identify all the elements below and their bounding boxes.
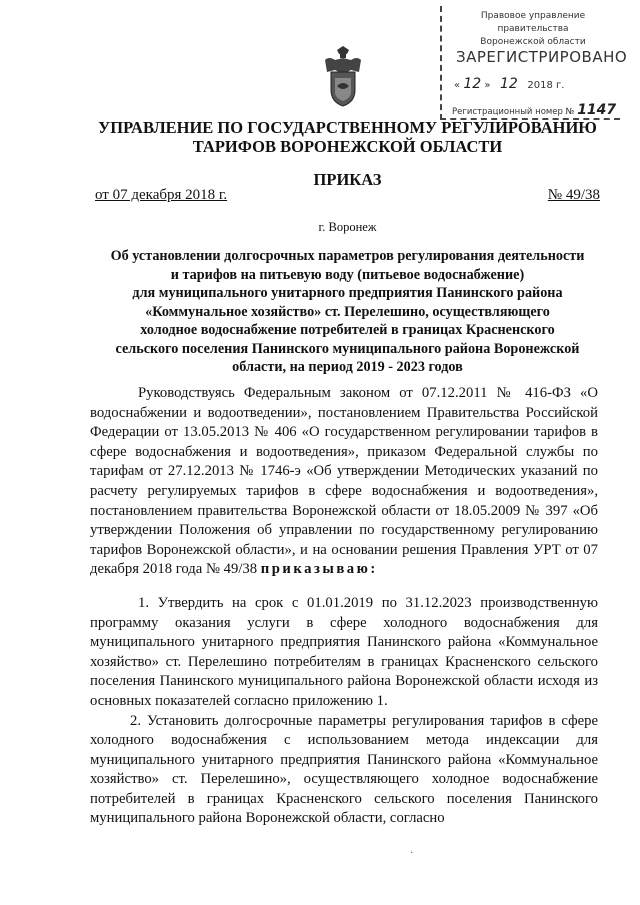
document-date: от 07 декабря 2018 г.	[95, 187, 228, 203]
coat-of-arms-icon	[321, 46, 365, 108]
document-body	[90, 384, 598, 829]
document-subject	[80, 247, 615, 377]
stamp-org-line1: Правовое управление правительства	[480, 11, 586, 34]
stamp-org-line2: Воронежской области	[480, 37, 586, 47]
stamp-reg-label: Регистрационный номер №	[452, 107, 575, 117]
stamp-organization	[452, 10, 614, 49]
scan-mark: ·	[410, 848, 414, 859]
subject-line: для муниципального унитарного предприятия Панинского района	[132, 285, 563, 301]
item-1-paragraph: 1. Утвердить на срок с 01.01.2019 по 31.12.2023 производственную программу оказания услуги в сфере холодного водоснабжения для муниципального унитарного предприятия Панинского района «Коммунальное хозяйство» ст. Перелешино потребителям в границах Красненского сельского поселения Панинского муниципального района Воронежской области исходя из основных показателей согласно приложению 1.	[90, 594, 598, 709]
org-title-line2: ТАРИФОВ ВОРОНЕЖСКОЙ ОБЛАСТИ	[192, 137, 503, 156]
stamp-date-quote-open: «	[454, 80, 461, 91]
stamp-reg-value: 1147	[577, 102, 617, 118]
document-type: ПРИКАЗ	[313, 170, 382, 189]
stamp-date-day: 12	[463, 76, 482, 92]
org-title-line1: УПРАВЛЕНИЕ ПО ГОСУДАРСТВЕННОМУ РЕГУЛИРОВАНИЮ	[98, 118, 597, 137]
order-word: приказываю:	[260, 561, 378, 578]
stamp-date-quote-close: »	[484, 80, 491, 91]
stamp-registered-label: ЗАРЕГИСТРИРОВАНО	[456, 48, 628, 66]
subject-line: и тарифов на питьевую воду (питьевое водоснабжение)	[170, 266, 525, 283]
document-city: г. Воронеж	[318, 220, 377, 234]
stamp-date-year: 2018	[527, 80, 553, 91]
stamp-date-suffix: г.	[556, 80, 565, 91]
subject-line: области, на период 2019 - 2023 годов	[232, 359, 463, 375]
preamble-text: Руководствуясь Федеральным законом от 07.12.2011 № 416-ФЗ «О водоснабжении и водоотведении», постановлением Правительства Российской Федерации от 13.05.2013 № 406 «О государственном регулировании тарифов в сфере водоснабжения и водоотведения», приказом Федеральной службы по тарифам от 27.12.2013 № 1746-э «Об утверждении Методических указаний по расчету регулируемых тарифов в сфере водоснабжения и водоотведения», постановлением правительства Воронежской области от 18.05.2009 № 397 «Об утверждении Положения об управлении по государственному регулированию тарифов Воронежской области», и на основании решения Правления УРТ от 07 декабря 2018 года № 49/38	[90, 385, 598, 578]
document-number: № 49/38	[547, 187, 600, 203]
stamp-reg-number	[452, 102, 622, 118]
subject-line: «Коммунальное хозяйство» ст. Перелешино, осуществляющего	[145, 303, 550, 320]
preamble-paragraph	[90, 384, 598, 580]
registration-stamp	[440, 6, 628, 120]
organization-title	[60, 118, 635, 156]
subject-line: сельского поселения Панинского муниципального района Воронежской	[115, 340, 580, 357]
subject-line: Об установлении долгосрочных параметров регулирования деятельности	[110, 248, 585, 264]
item-2-paragraph: 2. Установить долгосрочные параметры регулирования тарифов в сфере холодного водоснабжения с использованием метода индексации для муниципального унитарного предприятия Панинского района «Коммунальное хозяйство» ст. Перелешино», осуществляющего холодное водоснабжение потребителей в границах Красненского сельского поселения Панинского муниципального района Воронежской области, согласно	[90, 712, 598, 827]
stamp-date	[454, 76, 618, 92]
stamp-date-month: 12	[500, 76, 518, 92]
subject-line: холодное водоснабжение потребителей в границах Красненского	[140, 322, 555, 338]
